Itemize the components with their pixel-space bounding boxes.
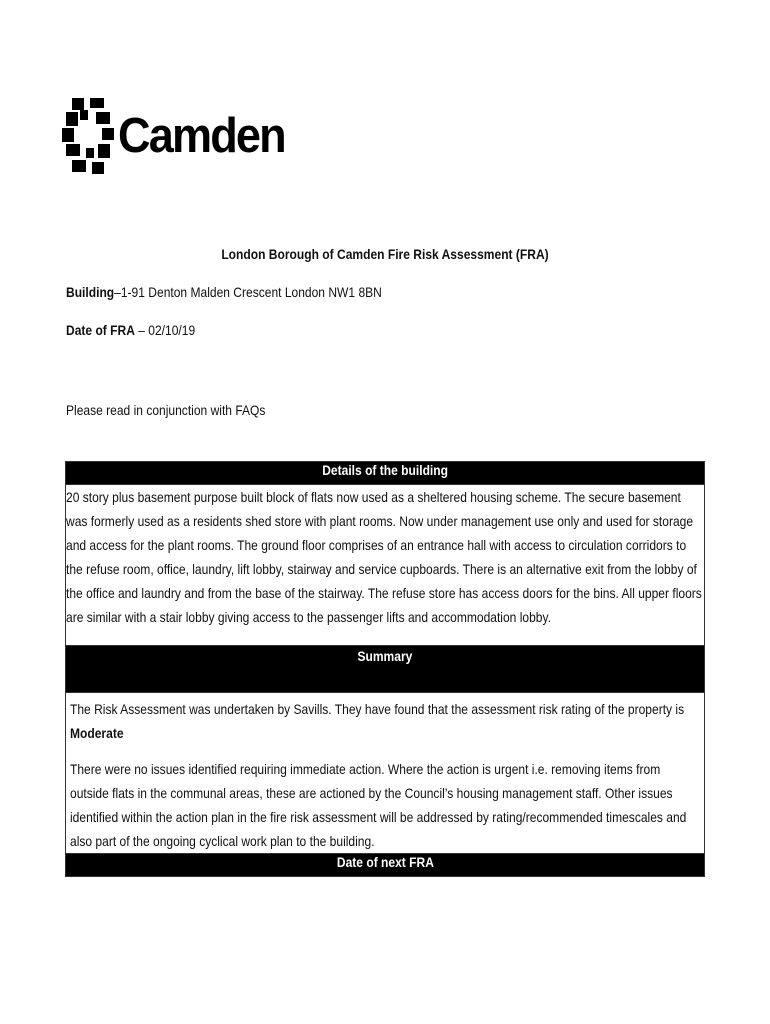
camden-emblem-icon	[62, 98, 114, 174]
building-value: –1-91 Denton Malden Crescent London NW1 8BN	[114, 284, 382, 300]
faq-note: Please read in conjunction with FAQs	[66, 402, 266, 418]
summary-heading-cell	[66, 646, 705, 693]
next-fra-heading-cell	[66, 854, 705, 877]
building-line	[66, 284, 382, 300]
summary-heading: Summary	[357, 648, 413, 664]
summary-para-2: There were no issues identified requiring immediate action. Where the action is urgent i.e. removing items from outside flats in the communal areas, these are actioned by the Council’s housing management staff. Other issues identified within the action plan in the fire risk assessment will be addressed by rating/recommended timescales and also part of the ongoing cyclical work plan to the building.	[70, 761, 687, 849]
date-of-fra-label: Date of FRA	[66, 322, 135, 338]
details-text: 20 story plus basement purpose built block of flats now used as a sheltered housing scheme. The secure basement was formerly used as a residents shed store with plant rooms. Now under management use only and used for storage and access for the plant rooms. The ground floor comprises of an entrance hall with access to circulation corridors to the refuse room, office, laundry, lift lobby, stairway and service cupboards. There is an alternative exit from the lobby of the office and laundry and from the base of the stairway. The refuse store has access doors for the bins. All upper floors are similar with a stair lobby giving access to the passenger lifts and accommodation lobby.	[66, 489, 702, 625]
risk-rating: Moderate	[70, 725, 124, 741]
fra-table	[65, 461, 705, 877]
logo-text: Camden	[118, 109, 285, 163]
document-title: London Borough of Camden Fire Risk Assessment (FRA)	[221, 246, 549, 262]
camden-logo	[62, 98, 299, 174]
summary-cell	[66, 693, 705, 854]
building-label: Building	[66, 284, 115, 300]
date-of-fra-value: – 02/10/19	[134, 322, 196, 338]
details-heading-cell	[66, 462, 705, 485]
details-heading: Details of the building	[322, 462, 448, 478]
summary-para-1-text: The Risk Assessment was undertaken by Savills. They have found that the assessment risk rating of the property is	[70, 701, 685, 717]
summary-para-1	[70, 697, 698, 745]
next-fra-heading: Date of next FRA	[336, 854, 434, 870]
details-cell	[66, 485, 705, 646]
date-of-fra-line	[66, 322, 195, 338]
